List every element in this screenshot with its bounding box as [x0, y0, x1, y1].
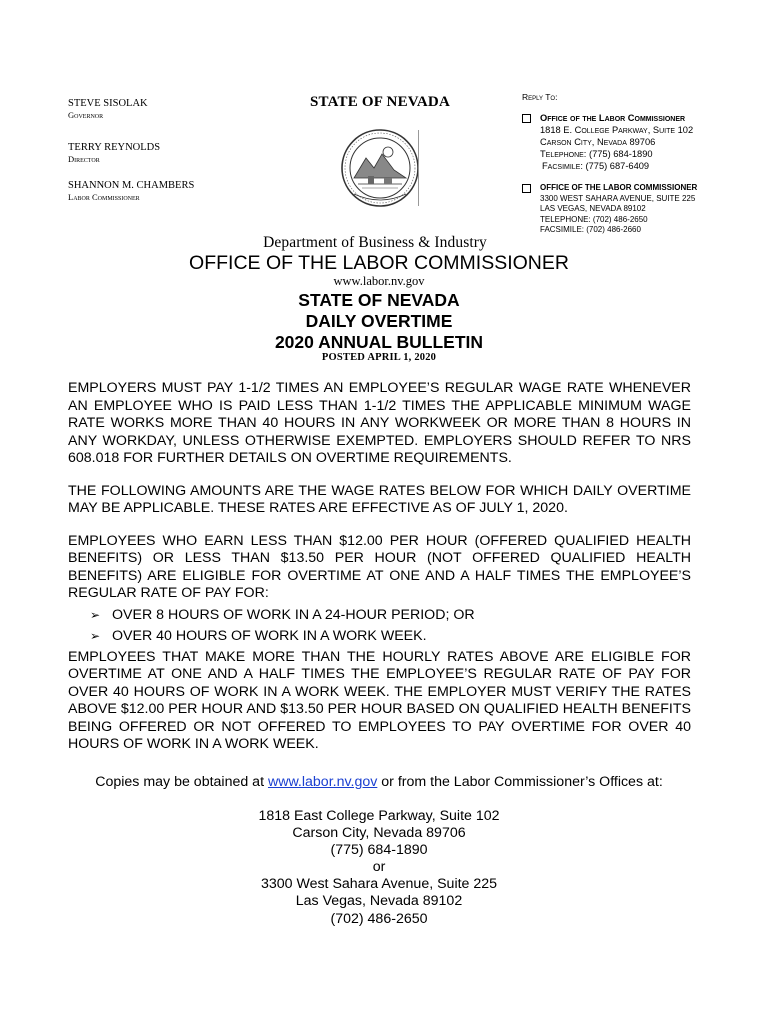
department-name: Department of Business & Industry — [263, 234, 487, 251]
bulletin-title — [0, 290, 758, 353]
address-phone: (775) 684-1890 — [330, 842, 428, 859]
wage-rates-paragraph: THE FOLLOWING AMOUNTS ARE THE WAGE RATES BELOW FOR WHICH DAILY OVERTIME MAY BE APPLICABLE. THESE RATES ARE EFFECTIVE AS OF JULY 1, 2020. — [68, 482, 691, 516]
bulletin-line-3: 2020 ANNUAL BULLETIN — [274, 332, 484, 352]
office-name: OFFICE OF THE LABOR COMMISSIONER — [540, 183, 698, 192]
bulletin-line-1: STATE OF NEVADA — [298, 290, 460, 310]
official-name: STEVE SISOLAK — [68, 98, 148, 109]
office-title: OFFICE OF THE LABOR COMMISSIONER — [189, 252, 569, 274]
office-fax: Facsimile: (775) 687-6409 — [542, 161, 650, 171]
office-phone: TELEPHONE: (702) 486-2650 — [540, 214, 648, 224]
higher-rate-paragraph: EMPLOYEES THAT MAKE MORE THAN THE HOURLY RATES ABOVE ARE ELIGIBLE FOR OVERTIME AT ONE AND A HALF TIMES THE EMPLOYEE’S REGULAR RATE OF PAY FOR OVER 40 HOURS OF WORK IN A WORK WEEK. THE EMPLOYER MUST VERIFY THE RATES ABOVE $12.00 PER HOUR AND $13.50 PER HOUR BASED ON QUALIFIED HEALTH BENEFITS BEING OFFERED OR NOT OFFERED TO EMPLOYEES TO PAY OVERTIME FOR OVER 40 HOURS OF WORK IN A WORK WEEK. — [68, 648, 691, 752]
address-phone: (702) 486-2650 — [330, 910, 428, 927]
office-address-line: LAS VEGAS, NEVADA 89102 — [540, 204, 646, 213]
official-name: TERRY REYNOLDS — [68, 142, 161, 153]
list-item — [90, 628, 691, 646]
office-vegas-checkbox[interactable] — [522, 184, 531, 193]
office-carson-city — [522, 112, 693, 172]
office-carson-checkbox[interactable] — [522, 114, 531, 123]
reply-to-label: Reply To: — [522, 92, 558, 102]
website-link[interactable]: www.labor.nv.gov — [267, 774, 378, 790]
list-item — [90, 607, 691, 625]
officials-block — [68, 98, 194, 203]
address-separator: or — [372, 859, 386, 876]
nevada-state-seal-icon — [340, 128, 420, 208]
copies-prefix: Copies may be obtained at — [95, 774, 268, 790]
office-fax: FACSIMILE: (702) 486-2660 — [540, 225, 641, 234]
official-name: SHANNON M. CHAMBERS — [68, 180, 195, 191]
copies-suffix: or from the Labor Commissioner’s Offices at: — [377, 774, 663, 790]
list-item-text: OVER 8 HOURS OF WORK IN A 24-HOUR PERIOD; OR — [112, 606, 475, 623]
official-title: Governor — [68, 110, 104, 120]
eligibility-list — [68, 607, 691, 646]
website: www.labor.nv.gov — [333, 274, 425, 288]
arrow-bullet-icon: ➢ — [90, 607, 101, 622]
bulletin-body — [68, 380, 691, 754]
address-line: 1818 East College Parkway, Suite 102 — [258, 808, 500, 824]
bulletin-line-2: DAILY OVERTIME — [305, 311, 453, 331]
official-title: Director — [68, 154, 100, 164]
arrow-bullet-icon: ➢ — [90, 629, 101, 643]
state-title: STATE OF NEVADA — [310, 94, 450, 110]
posted-date: POSTED APRIL 1, 2020 — [321, 352, 437, 363]
official-labor-commissioner — [68, 180, 194, 203]
office-las-vegas — [522, 183, 697, 236]
official-director — [68, 142, 194, 165]
seal-guide-line — [418, 130, 419, 206]
eligibility-paragraph: EMPLOYEES WHO EARN LESS THAN $12.00 PER HOUR (OFFERED QUALIFIED HEALTH BENEFITS) OR LESS THAN $13.50 PER HOUR (NOT OFFERED QUALIFIED HEALTH BENEFITS) ARE ELIGIBLE FOR OVERTIME AT ONE AND A HALF TIMES THE EMPLOYEE’S REGULAR RATE OF PAY FOR: — [68, 532, 691, 601]
list-item-text: OVER 40 HOURS OF WORK IN A WORK WEEK. — [112, 628, 427, 644]
office-phone: Telephone: (775) 684-1890 — [540, 149, 653, 159]
office-name: Office of the Labor Commissioner — [540, 113, 686, 123]
overtime-rule-paragraph: EMPLOYERS MUST PAY 1-1/2 TIMES AN EMPLOYEE’S REGULAR WAGE RATE WHENEVER AN EMPLOYEE WHO IS PAID LESS THAN 1-1/2 TIMES THE APPLICABLE MINIMUM WAGE RATE WORKS MORE THAN 40 HOURS IN ANY WORKWEEK OR MORE THAN 8 HOURS IN ANY WORKDAY, UNLESS OTHERWISE EXEMPTED. EMPLOYERS SHOULD REFER TO NRS 608.018 FOR FURTHER DETAILS ON OVERTIME REQUIREMENTS. — [68, 380, 691, 466]
address-line: Las Vegas, Nevada 89102 — [295, 893, 463, 910]
address-line: 3300 West Sahara Avenue, Suite 225 — [260, 876, 498, 893]
address-line: Carson City, Nevada 89706 — [292, 825, 466, 842]
office-address-line: 3300 WEST SAHARA AVENUE, SUITE 225 — [540, 193, 696, 203]
official-title: Labor Commissioner — [68, 192, 140, 202]
official-governor — [68, 98, 194, 121]
office-address-line: Carson City, Nevada 89706 — [540, 137, 656, 147]
copies-note — [0, 773, 758, 791]
office-address-line: 1818 E. College Parkway, Suite 102 — [540, 125, 694, 135]
office-addresses — [0, 808, 758, 928]
